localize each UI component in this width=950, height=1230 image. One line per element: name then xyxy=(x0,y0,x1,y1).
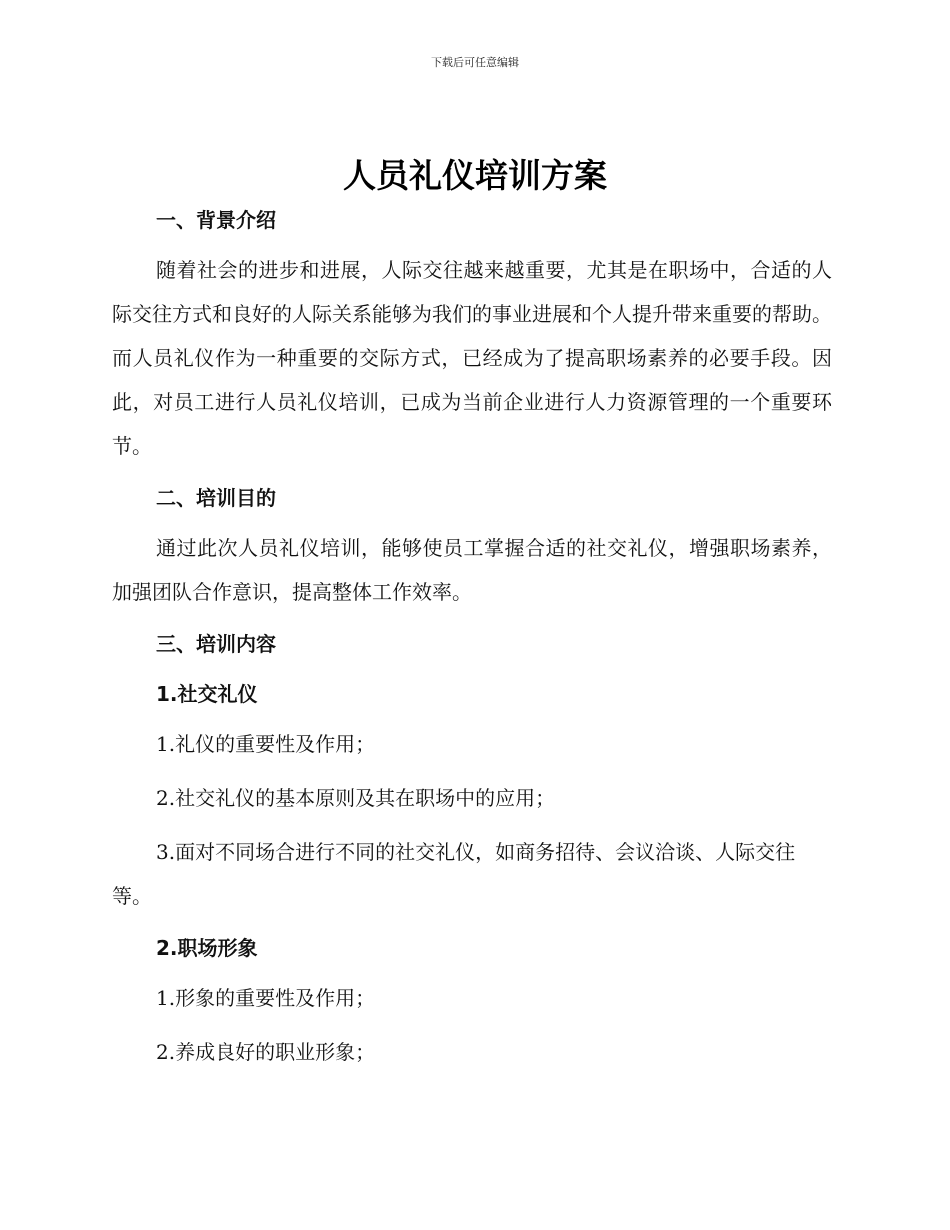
section-heading-content: 三、培训内容 xyxy=(156,632,276,656)
paragraph-background: 随着社会的进步和进展，人际交往越来越重要，尤其是在职场中，合适的人际交往方式和良好的人际关系能够为我们的事业进展和个人提升带来重要的帮助。而人员礼仪作为一种重要的交际方式，已经成为了提高职场素养的必要手段。因此，对员工进行人员礼仪培训，已成为当前企业进行人力资源管理的一个重要环节。 xyxy=(112,258,832,458)
list-item: 1.礼仪的重要性及作用； xyxy=(156,732,376,756)
list-item: 2.养成良好的职业形象； xyxy=(156,1040,376,1064)
list-item: 2.社交礼仪的基本原则及其在职场中的应用； xyxy=(156,786,556,810)
subsection-heading-social-etiquette: 1.社交礼仪 xyxy=(156,682,258,706)
list-item: 1.形象的重要性及作用； xyxy=(156,986,376,1010)
document-body xyxy=(112,200,832,1074)
section-heading-background: 一、背景介绍 xyxy=(156,208,276,232)
header-note: 下载后可任意编辑 xyxy=(431,56,519,69)
paragraph-purpose: 通过此次人员礼仪培训，能够使员工掌握合适的社交礼仪，增强职场素养，加强团队合作意识，提高整体工作效率。 xyxy=(112,536,832,604)
section-heading-purpose: 二、培训目的 xyxy=(156,486,276,510)
subsection-heading-professional-image: 2.职场形象 xyxy=(156,936,258,960)
list-item: 3.面对不同场合进行不同的社交礼仪，如商务招待、会议洽谈、人际交往等。 xyxy=(112,840,796,908)
document-title: 人员礼仪培训方案 xyxy=(343,156,607,195)
